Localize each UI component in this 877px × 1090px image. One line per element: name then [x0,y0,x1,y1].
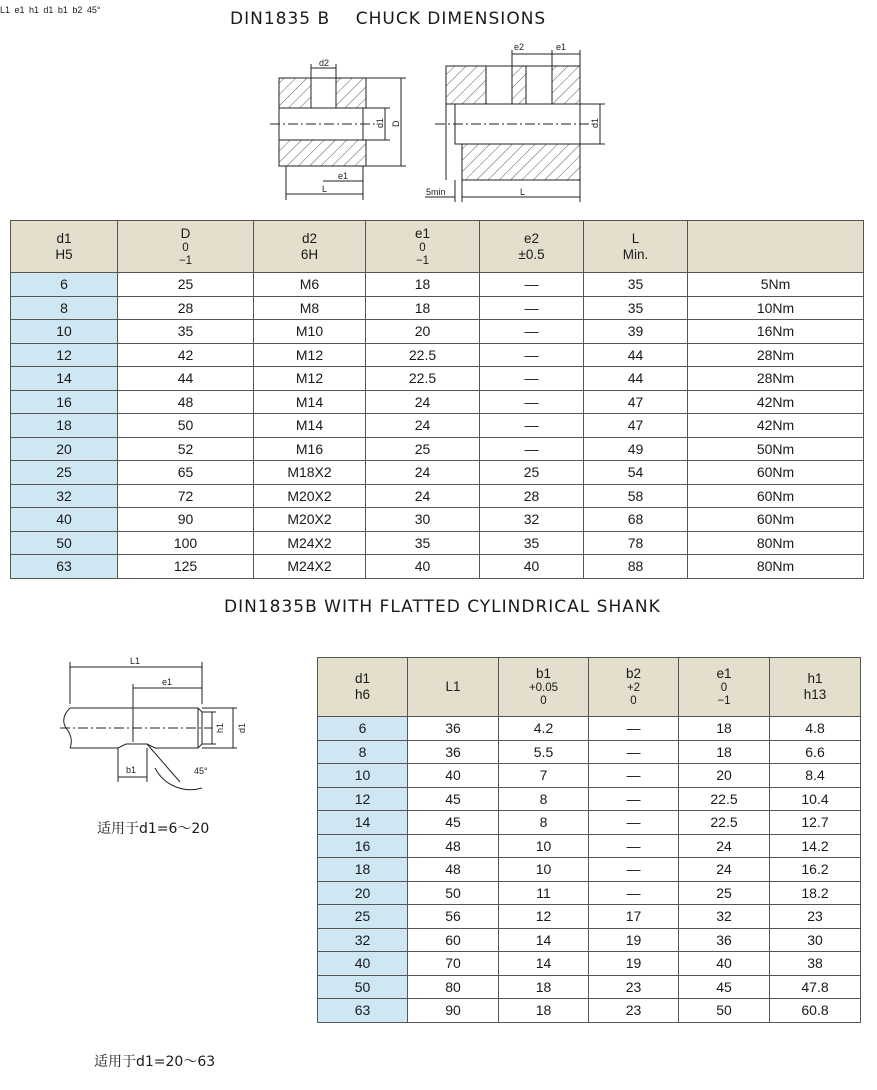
table-cell: M20X2 [254,508,366,532]
table-row [11,555,864,579]
label-b1-a: b1 [126,765,137,775]
header-name: h1 [807,671,823,686]
label-d1-c: d1 [237,722,247,733]
table-cell: — [589,834,679,858]
table-cell: 6 [11,273,118,297]
table-cell: 45 [408,811,499,835]
table-cell: 20 [366,320,480,344]
table-cell: — [589,764,679,788]
table-row [11,343,864,367]
label-d2: d2 [319,58,330,68]
label-h1-b: h1 [28,5,39,15]
label-b1-b: b1 [57,5,68,15]
label-e1-a: e1 [338,171,349,181]
table-cell: 10 [499,834,589,858]
label-L1-a: L1 [130,656,141,666]
table-cell: 25 [366,437,480,461]
table-cell: 40 [318,952,408,976]
table-cell: 80Nm [688,531,864,555]
table-cell: — [589,858,679,882]
table-cell: 60 [408,928,499,952]
table-cell: 39 [584,320,688,344]
table-row [11,461,864,485]
table-cell: 24 [679,834,770,858]
table-cell: 36 [408,740,499,764]
table-cell: 17 [589,905,679,929]
flatted-shank-table [317,657,861,1023]
table-cell: 60Nm [688,508,864,532]
table-cell: 23 [770,905,861,929]
table-cell: 16 [11,390,118,414]
tol: −1 [178,254,193,267]
label-L-b: L [520,187,526,197]
table-cell: 10 [11,320,118,344]
table-cell: 18.2 [770,881,861,905]
table-row [318,952,861,976]
chuck_table-header-5 [584,221,688,273]
table-cell: 63 [318,999,408,1023]
chuck-drawing-large [425,50,605,202]
table-cell: M14 [254,414,366,438]
table-cell: 78 [584,531,688,555]
header-sub: ±0.5 [518,246,545,262]
table-cell: 100 [118,531,254,555]
table-cell: 20 [318,881,408,905]
table-cell: — [589,811,679,835]
label-h1-a: h1 [215,722,225,733]
table-cell: 8 [499,811,589,835]
shank_table-header-3 [589,658,679,717]
table-row [318,881,861,905]
table-cell: 35 [118,320,254,344]
chuck_table-header-0 [11,221,118,273]
table-cell: 32 [318,928,408,952]
table-cell: 12 [499,905,589,929]
header-name: L1 [445,679,461,694]
table-cell: 23 [589,999,679,1023]
table-cell: 56 [408,905,499,929]
table-cell: 10 [318,764,408,788]
table-cell: 14.2 [770,834,861,858]
table-cell: 48 [118,390,254,414]
label-d1-b: d1 [590,117,600,128]
table-cell: 18 [679,740,770,764]
label-d1-d: d1 [43,5,54,15]
table-row [318,905,861,929]
table-cell: 35 [366,531,480,555]
table-cell: 63 [11,555,118,579]
table-cell: 32 [480,508,584,532]
table-cell: 14 [499,928,589,952]
table-cell: 50Nm [688,437,864,461]
caption-large-range: 适用于d1=20～63 [94,1054,216,1070]
table-row [11,414,864,438]
table-cell: 65 [118,461,254,485]
table-cell: 50 [408,881,499,905]
table-cell: 11 [499,881,589,905]
table-header-row [11,221,864,273]
table-cell: 6 [318,717,408,741]
table-cell: M14 [254,390,366,414]
table-body [318,717,861,1023]
label-d1-a: d1 [375,117,385,128]
table-cell: 54 [584,461,688,485]
table-cell: 18 [679,717,770,741]
table-cell: 22.5 [366,367,480,391]
chuck-dimensions-title: DIN1835 B CHUCK DIMENSIONS [230,9,547,29]
table-cell: 5.5 [499,740,589,764]
table-cell: 19 [589,952,679,976]
table-cell: 32 [679,905,770,929]
label-e2: e2 [514,42,525,52]
table-cell: 18 [318,858,408,882]
table-cell: 18 [11,414,118,438]
table-row [11,320,864,344]
table-cell: 47 [584,390,688,414]
table-cell: 28 [118,296,254,320]
table-cell: 22.5 [679,787,770,811]
table-cell: 32 [11,484,118,508]
table-row [318,975,861,999]
table-cell: 18 [366,296,480,320]
table-cell: 22.5 [679,811,770,835]
table-cell: 36 [408,717,499,741]
table-cell: 60.8 [770,999,861,1023]
table-cell: 35 [584,296,688,320]
table-cell: 40 [679,952,770,976]
header-name: e2 [523,230,540,246]
table-header-row [318,658,861,717]
table-cell: 22.5 [366,343,480,367]
table-cell: 12 [318,787,408,811]
table-cell: 30 [770,928,861,952]
shank_table-header-2 [499,658,589,717]
table-cell: 12.7 [770,811,861,835]
table-row [11,390,864,414]
header-sub: H5 [55,246,73,262]
table-cell: 10 [499,858,589,882]
table-cell: 28Nm [688,343,864,367]
table-cell: 30 [366,508,480,532]
tol: +2 [626,682,641,694]
table-cell: 50 [318,975,408,999]
table-cell: M12 [254,367,366,391]
table-cell: 7 [499,764,589,788]
header-name: b1 [535,666,552,681]
shank_table-header-5 [770,658,861,717]
table-cell: — [480,273,584,297]
table-cell: 14 [318,811,408,835]
shank_table-header-4 [679,658,770,717]
label-5min: 5min [426,187,446,197]
table-cell: — [589,787,679,811]
table-cell: 58 [584,484,688,508]
table-cell: 50 [118,414,254,438]
table-cell: 42Nm [688,414,864,438]
table-cell: 36 [679,928,770,952]
table-cell: 10Nm [688,296,864,320]
table-body [11,273,864,579]
header-name: d2 [301,230,318,246]
table-row [318,928,861,952]
header-name: e1 [716,666,732,681]
chuck_table-header-3 [366,221,480,273]
table-cell: 70 [408,952,499,976]
table-cell: 18 [366,273,480,297]
table-cell: 48 [408,858,499,882]
table-cell: 18 [499,999,589,1023]
tol: 0 [540,695,547,707]
table-cell: 24 [679,858,770,882]
table-cell: — [480,367,584,391]
table-cell: 25 [480,461,584,485]
table-cell: 8.4 [770,764,861,788]
table-cell: 20 [11,437,118,461]
chuck_table-header-6 [688,221,864,273]
table-cell: — [589,717,679,741]
table-row [11,437,864,461]
table-cell: 20 [679,764,770,788]
chuck-dimensions-table [10,220,864,579]
table-cell: 40 [480,555,584,579]
table-cell: 28 [480,484,584,508]
table-cell: 80Nm [688,555,864,579]
label-L-a: L [322,184,328,194]
table-cell: 44 [584,343,688,367]
table-cell: 8 [11,296,118,320]
table-cell: 4.2 [499,717,589,741]
table-cell: M6 [254,273,366,297]
table-cell: 19 [589,928,679,952]
header-sub: 6H [300,246,319,262]
table-cell: — [480,437,584,461]
tol: 0 [720,682,728,694]
tol: 0 [630,695,637,707]
header-sub: h13 [803,687,827,702]
table-cell: 25 [118,273,254,297]
table-row [11,531,864,555]
table-cell: 49 [584,437,688,461]
label-L1-b: L1 [0,5,11,15]
table-cell: 40 [11,508,118,532]
table-cell: 8 [318,740,408,764]
label-e1-d: e1 [14,5,25,15]
table-row [318,717,861,741]
table-cell: 42Nm [688,390,864,414]
table-cell: 68 [584,508,688,532]
tol: −1 [415,254,430,267]
table-row [318,764,861,788]
table-cell: — [480,390,584,414]
label-D: D [391,120,401,127]
table-cell: 18 [499,975,589,999]
table-cell: 80 [408,975,499,999]
flatted-shank-title: DIN1835B WITH FLATTED CYLINDRICAL SHANK [224,597,661,617]
table-cell: 24 [366,484,480,508]
table-cell: 44 [118,367,254,391]
table-cell: M8 [254,296,366,320]
tol: 0 [419,241,426,254]
tol: −1 [717,695,731,707]
table-row [318,858,861,882]
table-cell: 60Nm [688,484,864,508]
header-name: d1 [354,671,371,686]
table-cell: 14 [11,367,118,391]
table-cell: 24 [366,390,480,414]
table-cell: M16 [254,437,366,461]
table-cell: 90 [118,508,254,532]
table-row [318,999,861,1023]
table-cell: M24X2 [254,531,366,555]
table-cell: 6.6 [770,740,861,764]
table-cell: 10.4 [770,787,861,811]
table-row [11,296,864,320]
shank_table-header-1 [408,658,499,717]
tol: +0.05 [528,682,559,694]
header-sub: Min. [622,246,649,262]
table-cell: M12 [254,343,366,367]
table-cell: 42 [118,343,254,367]
table-cell: 12 [11,343,118,367]
label-b2: b2 [72,5,83,15]
table-cell: 125 [118,555,254,579]
table-cell: 16Nm [688,320,864,344]
table-cell: 50 [679,999,770,1023]
table-row [318,834,861,858]
table-row [11,484,864,508]
table-cell: 48 [408,834,499,858]
header-name: L [631,230,640,246]
table-cell: 14 [499,952,589,976]
table-cell: 35 [480,531,584,555]
table-cell: 38 [770,952,861,976]
table-row [11,508,864,532]
table-cell: 24 [366,461,480,485]
header-name: D [180,225,191,241]
table-cell: 47 [584,414,688,438]
table-cell: M20X2 [254,484,366,508]
table-cell: M24X2 [254,555,366,579]
table-cell: 25 [679,881,770,905]
table-cell: 25 [318,905,408,929]
table-cell: 60Nm [688,461,864,485]
table-cell: 47.8 [770,975,861,999]
table-cell: 28Nm [688,367,864,391]
table-cell: 5Nm [688,273,864,297]
tol: 0 [182,241,189,254]
caption-small-range: 适用于d1=6～20 [97,821,210,837]
table-cell: 35 [584,273,688,297]
label-e1-b: e1 [556,42,567,52]
table-cell: 16 [318,834,408,858]
table-cell: 40 [366,555,480,579]
table-row [318,787,861,811]
chuck_table-header-2 [254,221,366,273]
table-cell: 52 [118,437,254,461]
table-cell: M18X2 [254,461,366,485]
table-cell: — [589,881,679,905]
chuck_table-header-1 [118,221,254,273]
label-angle-b: 45° [86,5,101,15]
shank_table-header-0 [318,658,408,717]
label-angle-a: 45° [194,766,208,776]
table-cell: 44 [584,367,688,391]
header-name: b2 [625,666,642,681]
table-row [11,367,864,391]
table-cell: — [589,740,679,764]
table-row [318,740,861,764]
table-row [11,273,864,297]
label-e1-c: e1 [162,677,173,687]
table-cell: — [480,414,584,438]
table-cell: 25 [11,461,118,485]
table-row [318,811,861,835]
table-cell: — [480,320,584,344]
table-cell: 90 [408,999,499,1023]
table-cell: 72 [118,484,254,508]
header-name: d1 [56,230,72,246]
shank-drawing-small [60,662,237,790]
table-cell: M10 [254,320,366,344]
table-cell: — [480,296,584,320]
table-cell: 88 [584,555,688,579]
table-cell: 40 [408,764,499,788]
table-cell: 45 [679,975,770,999]
table-cell: 4.8 [770,717,861,741]
table-cell: — [480,343,584,367]
header-name: e1 [414,225,431,241]
table-cell: 23 [589,975,679,999]
table-cell: 45 [408,787,499,811]
table-cell: 8 [499,787,589,811]
chuck_table-header-4 [480,221,584,273]
table-cell: 24 [366,414,480,438]
header-sub: h6 [354,687,371,702]
table-cell: 16.2 [770,858,861,882]
table-cell: 50 [11,531,118,555]
